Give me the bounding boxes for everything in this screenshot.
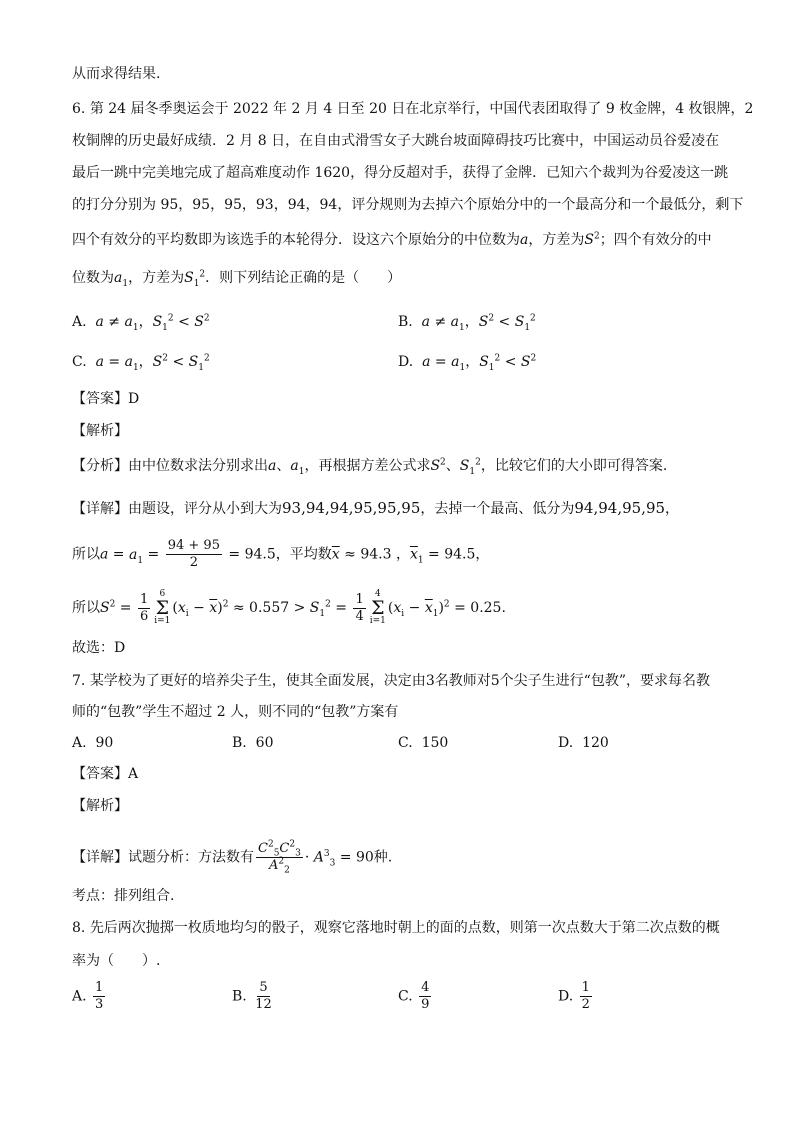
trimmed-sequence: 94,94,95,95 xyxy=(574,499,666,517)
q8-option-b[interactable]: B. $\frac{5}{12}$ xyxy=(232,980,272,1012)
q6-option-a[interactable]: A. $a \ne a_1$，$S_1^2 < S^2$ xyxy=(72,313,210,333)
sum-symbol: 6 Σ i=1 xyxy=(154,589,171,626)
q8-option-c[interactable]: C. $\frac{4}{9}$ xyxy=(398,980,430,1012)
q8-line-1: 8. 先后两次抛掷一枚质地均匀的骰子，观察它落地时朝上的面的点数，则第一次点数大于第二次点数的概 xyxy=(72,920,720,936)
q7-option-c[interactable]: C. 150 xyxy=(398,735,449,751)
continuation-text: 从而求得结果. xyxy=(72,66,161,82)
q6-line-6: 位数为$a_1$，方差为$S_1^2$．则下列结论正确的是（ ） xyxy=(72,269,402,289)
q6-analysis-heading: 【解析】 xyxy=(72,423,128,439)
score-sequence: 93,94,94,95,95,95 xyxy=(282,499,421,517)
math-S2: $S^2$ xyxy=(584,231,600,248)
q7-analysis-heading: 【解析】 xyxy=(72,798,128,814)
q7-line-1: 7. 某学校为了更好的培养尖子生，使其全面发展，决定由3名教师对5个尖子生进行“包教”，要求每名教 xyxy=(72,673,710,689)
q6-option-b[interactable]: B. $a \ne a_1$，$S^2 < S_1^2$ xyxy=(398,313,536,333)
q7-option-a[interactable]: A. 90 xyxy=(72,735,114,751)
q6-variance-formula: 所以$S^2$ = $\frac{1}{6}$ 6 Σ i=1 $(x_i - \overline{x})^2 \approx 0.557 > S_1^2$ = $\frac{1}{4}$ 4 Σ i=1 $(x_i - \overline{x}_1)^2 = 0.25$. xyxy=(72,589,506,626)
q6-line-5: 四个有效分的平均数即为该选手的本轮得分．设这六个原始分的中位数为a，方差为$S^2$；四个有效分的中 xyxy=(72,231,712,248)
q7-option-d[interactable]: D. 120 xyxy=(558,735,609,751)
q6-line-1: 6. 第 24 届冬季奥运会于 2022 年 2 月 4 日至 20 日在北京举行，中国代表团取得了 9 枚金牌，4 枚银牌，2 xyxy=(72,101,754,117)
q7-detail: 【详解】试题分析：方法数有 $\frac{C^2_5C^2_3}{A^2_2}$ · $A^3_3 = 90$种. xyxy=(72,839,393,876)
q6-option-d[interactable]: D. $a = a_1$，$S_1^2 < S^2$ xyxy=(398,353,537,373)
math-a: a xyxy=(520,232,529,248)
q6-median-formula: 所以$a = a_1$ = $\frac{94 + 95}{2}$ = 94.5，平均数$\overline{x} \approx 94.3$ ，$\overline{x}_1 = 94.5$， xyxy=(72,538,490,570)
q7-answer: 【答案】A xyxy=(72,766,139,782)
q6-number: 6. xyxy=(72,101,86,117)
q8-option-a[interactable]: A. $\frac{1}{3}$ xyxy=(72,980,104,1012)
q6-line-4: 的打分分别为 95，95，95，93，94，94，评分规则为去掉六个原始分中的一个最高分和一个最低分，剩下 xyxy=(72,197,744,213)
q8-number: 8. xyxy=(72,920,86,936)
q8-line-2: 率为（ ）. xyxy=(72,953,161,969)
q6-line-2: 枚铜牌的历史最好成绩．2 月 8 日，在自由式滑雪女子大跳台坡面障碍技巧比赛中，中国运动员谷爱凌在 xyxy=(72,133,720,149)
q7-number: 7. xyxy=(72,673,86,689)
q6-fenxi: 【分析】由中位数求法分别求出a、$a_1$，再根据方差公式求$S^2$、$S_1^2$，比较它们的大小即可得答案. xyxy=(72,457,668,477)
q6-detail: 【详解】由题设，评分从小到大为93,94,94,95,95,95，去掉一个最高、低分为94,94,95,95， xyxy=(72,499,680,517)
q8-option-d[interactable]: D. $\frac{1}{2}$ xyxy=(558,980,590,1012)
q6-answer: 【答案】D xyxy=(72,391,140,407)
median-fraction: $\frac{94 + 95}{2}$ xyxy=(167,538,220,570)
q6-option-c[interactable]: C. $a = a_1$，$S^2 < S_1^2$ xyxy=(72,353,210,373)
q7-option-b[interactable]: B. 60 xyxy=(232,735,274,751)
q7-line-2: 师的“包教”学生不超过 2 人，则不同的“包教”方案有 xyxy=(72,704,399,720)
q6-choice: 故选：D xyxy=(72,640,126,656)
combination-fraction: $\frac{C^2_5C^2_3}{A^2_2}$ xyxy=(258,839,301,876)
q6-line-3: 最后一跳中完美地完成了超高难度动作 1620，得分反超对手，获得了金牌．已知六个裁判为谷爱凌这一跳 xyxy=(72,165,729,181)
q7-kaodian: 考点：排列组合. xyxy=(72,888,175,904)
